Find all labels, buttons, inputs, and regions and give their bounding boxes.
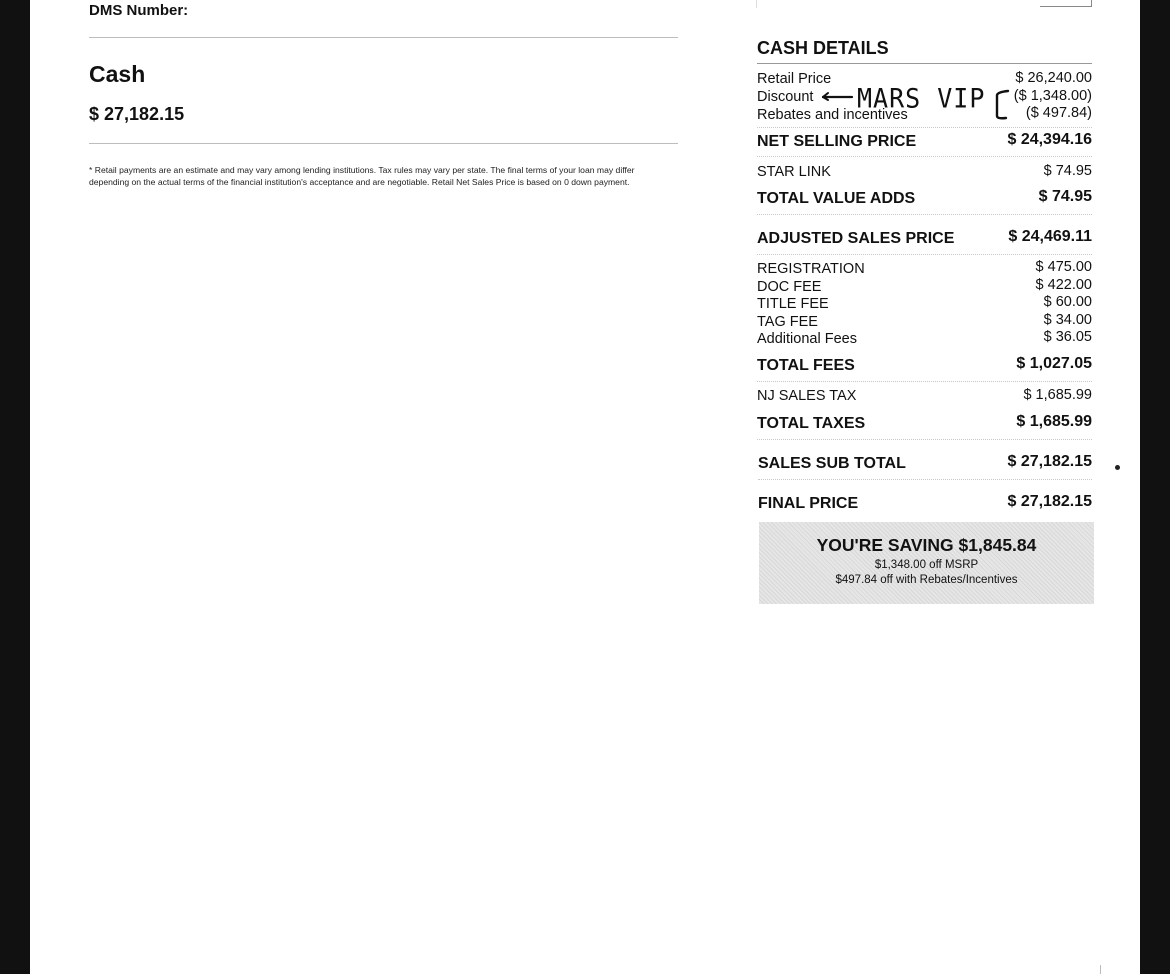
fee-row (757, 296, 1092, 314)
cash-details-divider (757, 63, 1092, 64)
star-link-divider (757, 156, 1092, 157)
disclaimer-text: * Retail payments are an estimate and may vary among lending institutions. Tax rules may vary per state. The final terms of your loan may differ depending on the actual terms of the financial institution's acceptance and are negotiable. Retail Net Sales Price is based on 0 down payment. (89, 165, 635, 187)
scan-speck (1100, 965, 1101, 974)
total-taxes-value: $ 1,685.99 (1016, 413, 1092, 430)
net-selling-divider (757, 127, 1092, 128)
fee-row (757, 311, 1092, 332)
handwritten-arrow-icon (822, 89, 854, 103)
saving-rebates-line: $497.84 off with Rebates/Incentives (835, 574, 1018, 586)
fee-value: $ 475.00 (1035, 259, 1092, 275)
nj-tax-value: $ 1,685.99 (1023, 387, 1092, 403)
fees-list (757, 261, 1092, 349)
value-adds-divider (757, 214, 1092, 215)
cash-details-title: CASH DETAILS (757, 38, 889, 58)
adjusted-sales-value: $ 24,469.11 (1008, 228, 1092, 245)
top-divider-mark (756, 0, 757, 8)
total-taxes-label: TOTAL TAXES (757, 415, 866, 432)
handwritten-bracket-icon (994, 86, 1010, 122)
net-selling-value: $ 24,394.16 (1007, 131, 1092, 148)
top-corner-mark (1040, 6, 1092, 7)
left-divider-bottom (89, 143, 678, 144)
sub-total-divider (758, 479, 1092, 480)
final-price-label: FINAL PRICE (758, 495, 859, 512)
fee-label: TAG FEE (757, 313, 818, 330)
fee-row (757, 276, 1092, 297)
total-fees-label: TOTAL FEES (757, 357, 855, 374)
fee-label: REGISTRATION (757, 261, 865, 277)
fee-value: $ 422.00 (1035, 276, 1092, 293)
scan-speck (1115, 465, 1120, 470)
final-price-value: $ 27,182.15 (1007, 493, 1092, 510)
sub-total-value: $ 27,182.15 (1007, 453, 1092, 470)
retail-price-value: $ 26,240.00 (1015, 70, 1092, 86)
handwritten-note: MARS VIP (857, 83, 986, 114)
top-corner-tick (1091, 0, 1092, 7)
discount-value: ($ 1,348.00) (1013, 88, 1092, 104)
nj-tax-label: NJ SALES TAX (757, 388, 857, 404)
document-page (30, 0, 1140, 974)
saving-headline: YOU'RE SAVING $1,845.84 (816, 535, 1037, 555)
fee-label: DOC FEE (757, 278, 822, 295)
payment-amount: $ 27,182.15 (89, 104, 185, 124)
fee-row (757, 331, 1092, 349)
taxes-divider (757, 439, 1092, 440)
fee-value: $ 36.05 (1043, 329, 1092, 345)
rebates-label: Rebates and incentives (757, 107, 908, 123)
star-link-value: $ 74.95 (1043, 163, 1092, 179)
fee-label: Additional Fees (757, 331, 857, 347)
star-link-label: STAR LINK (757, 164, 831, 180)
fee-value: $ 34.00 (1043, 311, 1092, 328)
total-value-adds-label: TOTAL VALUE ADDS (757, 190, 916, 207)
saving-summary-box (759, 522, 1094, 604)
rebates-value: ($ 497.84) (1025, 105, 1092, 121)
total-fees-value: $ 1,027.05 (1016, 355, 1092, 372)
adjusted-sales-label: ADJUSTED SALES PRICE (757, 230, 955, 247)
fee-label: TITLE FEE (757, 296, 829, 312)
retail-price-label: Retail Price (757, 71, 832, 87)
fees-divider (757, 381, 1092, 382)
discount-label: Discount (757, 89, 814, 105)
saving-msrp-line: $1,348.00 off MSRP (874, 559, 979, 571)
sub-total-label: SALES SUB TOTAL (758, 455, 906, 472)
adjusted-divider (757, 254, 1092, 255)
total-value-adds-value: $ 74.95 (1038, 188, 1092, 205)
payment-type: Cash (89, 61, 146, 87)
net-selling-label: NET SELLING PRICE (757, 133, 917, 150)
left-divider-top (89, 37, 678, 38)
fee-value: $ 60.00 (1043, 294, 1092, 310)
dms-number-label: DMS Number: (89, 2, 189, 19)
